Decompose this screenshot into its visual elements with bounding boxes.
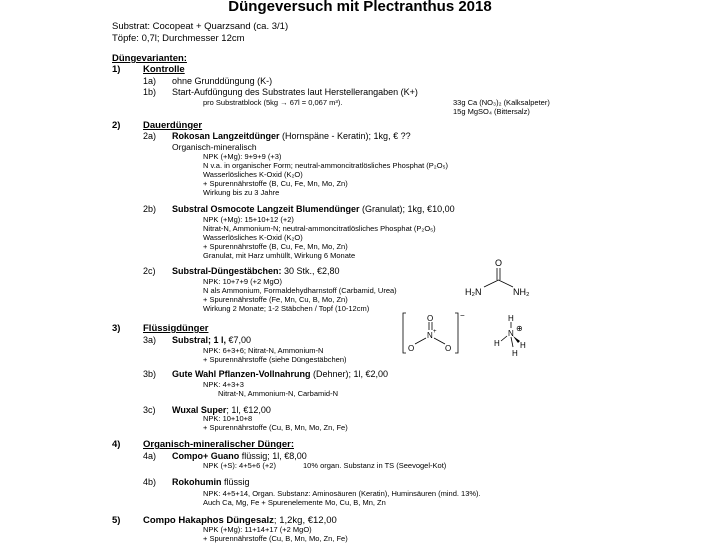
variant-2a-line: Wirkung bis zu 3 Jahre: [203, 188, 280, 197]
ammonium-bond-left: [501, 336, 507, 341]
variant-2a-line: N v.a. in organischer Form; neutral-ammoncitratlösliches Phosphat (P₂O₅): [203, 161, 449, 170]
urea-bond-left: [484, 280, 499, 287]
variant-2a-line: + Spurennährstoffe (B, Cu, Fe, Mn, Mo, Zn): [203, 179, 348, 188]
variant-2c-line: NPK: 10+7+9 (+2 MgO): [203, 277, 282, 286]
variant-2b-line: Nitrat-N, Ammonium-N; neutral-ammoncitratlösliches Phosphat (P₂O₅): [203, 224, 436, 233]
variant-3c-name: Wuxal Super: [172, 405, 227, 415]
variant-2a-line: NPK (+Mg): 9+9+9 (+3): [203, 152, 282, 161]
variant-1b-detail-right-2: 15g MgSO₄ (Bittersalz): [453, 107, 530, 116]
nitrate-o-right: O: [445, 344, 452, 353]
nitrate-n-charge: +: [433, 329, 437, 335]
variant-2b-line: + Spurennährstoffe (B, Cu, Fe, Mn, Mo, Zn): [203, 242, 348, 251]
section-2-number: 2): [112, 120, 121, 131]
nitrate-o-left: O: [408, 344, 415, 353]
variant-2c-line: N als Ammonium, Formaldehydharnstoff (Carbamid, Urea): [203, 286, 397, 295]
bracket-left: [403, 313, 406, 353]
variant-2b-heading: [172, 204, 455, 214]
ammonium-h-bottom: H: [512, 349, 518, 358]
ammonium-h-top: H: [508, 314, 514, 323]
variant-3a-rest: €7,00: [226, 335, 252, 345]
variant-3c-code: 3c): [143, 405, 156, 415]
variant-4a-heading: [172, 451, 307, 461]
variant-4a-code: 4a): [143, 451, 157, 461]
variant-3b-code: 3b): [143, 369, 157, 379]
variant-3b-line: NPK: 4+3+3: [203, 380, 244, 389]
ammonium-h-left: H: [494, 339, 500, 348]
ammonium-bond-bottom: [511, 337, 513, 347]
section-2-title: Dauerdünger: [143, 120, 203, 131]
variant-1b-text: Start-Aufdüngung des Substrates laut Herstellerangaben (K+): [172, 87, 418, 97]
section-3-title: Flüssigdünger: [143, 323, 209, 334]
variant-2a-name: Rokosan Langzeitdünger: [172, 131, 280, 141]
variant-3a-name: Substral; 1 l,: [172, 335, 227, 345]
variant-1b-detail-right-1: 33g Ca (NO₃)₂ (Kalksalpeter): [453, 98, 550, 107]
urea-h2n-label: H₂N: [465, 287, 482, 297]
variant-2c-heading: [172, 266, 340, 276]
variant-2c-line: + Spurennährstoffe (Fe, Mn, Cu, B, Mo, Zn): [203, 295, 348, 304]
variant-2b-code: 2b): [143, 204, 157, 214]
variant-3a-code: 3a): [143, 335, 157, 345]
variant-3a-line: NPK: 6+3+6; Nitrat-N, Ammonium-N: [203, 346, 324, 355]
page-title: Düngeversuch mit Plectranthus 2018: [228, 0, 492, 15]
variant-2a-rest: (Hornspäne - Keratin); 1kg, € ??: [279, 131, 411, 141]
nitrate-bond-left: [415, 338, 426, 344]
ammonium-n-label: N: [508, 329, 514, 338]
variant-3c-rest: ; 1l, €12,00: [226, 405, 271, 415]
nitrate-bond-right: [434, 338, 445, 344]
variant-2a-heading: [172, 131, 411, 141]
variant-4b-name: Rokohumin: [172, 477, 222, 487]
variant-2b-line: Wasserlösliches K-Oxid (K₂O): [203, 233, 303, 242]
variant-3b-rest: (Dehner); 1l, €2,00: [310, 369, 389, 379]
ammonium-charge: ⊕: [516, 324, 523, 333]
variant-3c-line: NPK: 10+10+8: [203, 414, 253, 423]
substrate-line: Substrat: Cocopeat + Quarzsand (ca. 3/1): [112, 21, 289, 32]
variant-2c-name: Substral-Düngestäbchen:: [172, 266, 282, 276]
variant-4b-heading: [172, 477, 250, 487]
variant-4b-line: NPK: 4+5+14, Organ. Substanz: Aminosäuren (Keratin), Huminsäuren (mind. 13%).: [203, 489, 481, 498]
variant-4b-rest: flüssig: [221, 477, 250, 487]
variants-heading: Düngevarianten:: [112, 53, 187, 64]
nitrate-structure: [400, 310, 470, 356]
variant-2c-rest: 30 Stk., €2,80: [281, 266, 340, 276]
variant-2a-code: 2a): [143, 131, 157, 141]
ammonium-structure: [490, 312, 550, 368]
variant-3b-heading: [172, 369, 388, 379]
variant-3b-line: Nitrat-N, Ammonium-N, Carbamid-N: [218, 389, 339, 398]
variant-2b-line: Granulat, mit Harz umhüllt, Wirkung 6 Monate: [203, 251, 356, 260]
section-3-number: 3): [112, 323, 121, 334]
variant-2b-rest: (Granulat); 1kg, €10,00: [359, 204, 455, 214]
variant-4a-name: Compo+ Guano: [172, 451, 240, 461]
variant-2b-name: Substral Osmocote Langzeit Blumendünger: [172, 204, 360, 214]
variant-2c-code: 2c): [143, 266, 156, 276]
pots-line: Töpfe: 0,7l; Durchmesser 12cm: [112, 33, 245, 44]
variant-4a-line-left: NPK (+S): 4+5+6 (+2): [203, 461, 276, 470]
urea-bond-right: [499, 280, 514, 287]
section-5-line: + Spurennährstoffe (Cu, B, Mn, Mo, Zn, Fe): [203, 534, 348, 543]
variant-4b-line: Auch Ca, Mg, Fe + Spurenelemente Mo, Cu, B, Mn, Zn: [203, 498, 386, 507]
variant-2c-line: Wirkung 2 Monate; 1-2 Stäbchen / Topf (10-12cm): [203, 304, 370, 313]
urea-structure: [460, 256, 540, 300]
section-1-title: Kontrolle: [143, 64, 185, 75]
variant-2a-line: Wasserlösliches K-Oxid (K₂O): [203, 170, 303, 179]
section-4-number: 4): [112, 439, 121, 450]
ammonium-wedge-bond: [513, 336, 520, 343]
section-1-number: 1): [112, 64, 121, 75]
variant-1b-code: 1b): [143, 87, 157, 97]
section-4-title: Organisch-mineralischer Dünger:: [143, 439, 294, 450]
variant-3b-name: Gute Wahl Pflanzen-Vollnahrung: [172, 369, 311, 379]
variant-1b-detail-left: pro Substratblock (5kg → 67l = 0,067 m³).: [203, 98, 343, 107]
variant-3a-line: + Spurennährstoffe (siehe Düngestäbchen): [203, 355, 347, 364]
variant-2b-line: NPK (+Mg): 15+10+12 (+2): [203, 215, 294, 224]
variant-1a-text: ohne Grunddüngung (K-): [172, 76, 273, 86]
variant-3c-line: + Spurennährstoffe (Cu, B, Mn, Mo, Zn, Fe): [203, 423, 348, 432]
variant-1a-code: 1a): [143, 76, 157, 86]
variant-2a-subtitle: Organisch-mineralisch: [172, 142, 257, 152]
urea-nh2-label: NH₂: [513, 287, 530, 297]
section-5-rest: ; 1,2kg, €12,00: [273, 515, 337, 526]
nitrate-o-top: O: [427, 314, 434, 323]
variant-4a-rest: flüssig; 1l, €8,00: [239, 451, 307, 461]
section-5-number: 5): [112, 515, 121, 526]
section-5-line: NPK (+Mg): 11+14+17 (+2 MgO): [203, 525, 312, 534]
bracket-right: [455, 313, 458, 353]
variant-4b-code: 4b): [143, 477, 157, 487]
ammonium-h-right: H: [520, 341, 526, 350]
nitrate-n-label: N: [427, 331, 433, 340]
variant-4a-line-right: 10% organ. Substanz in TS (Seevogel-Kot): [303, 461, 447, 470]
urea-oxygen-label: O: [495, 258, 503, 268]
section-5-name: Compo Hakaphos Düngesalz: [143, 515, 274, 526]
variant-3a-heading: [172, 335, 251, 345]
nitrate-charge: −: [460, 311, 465, 320]
